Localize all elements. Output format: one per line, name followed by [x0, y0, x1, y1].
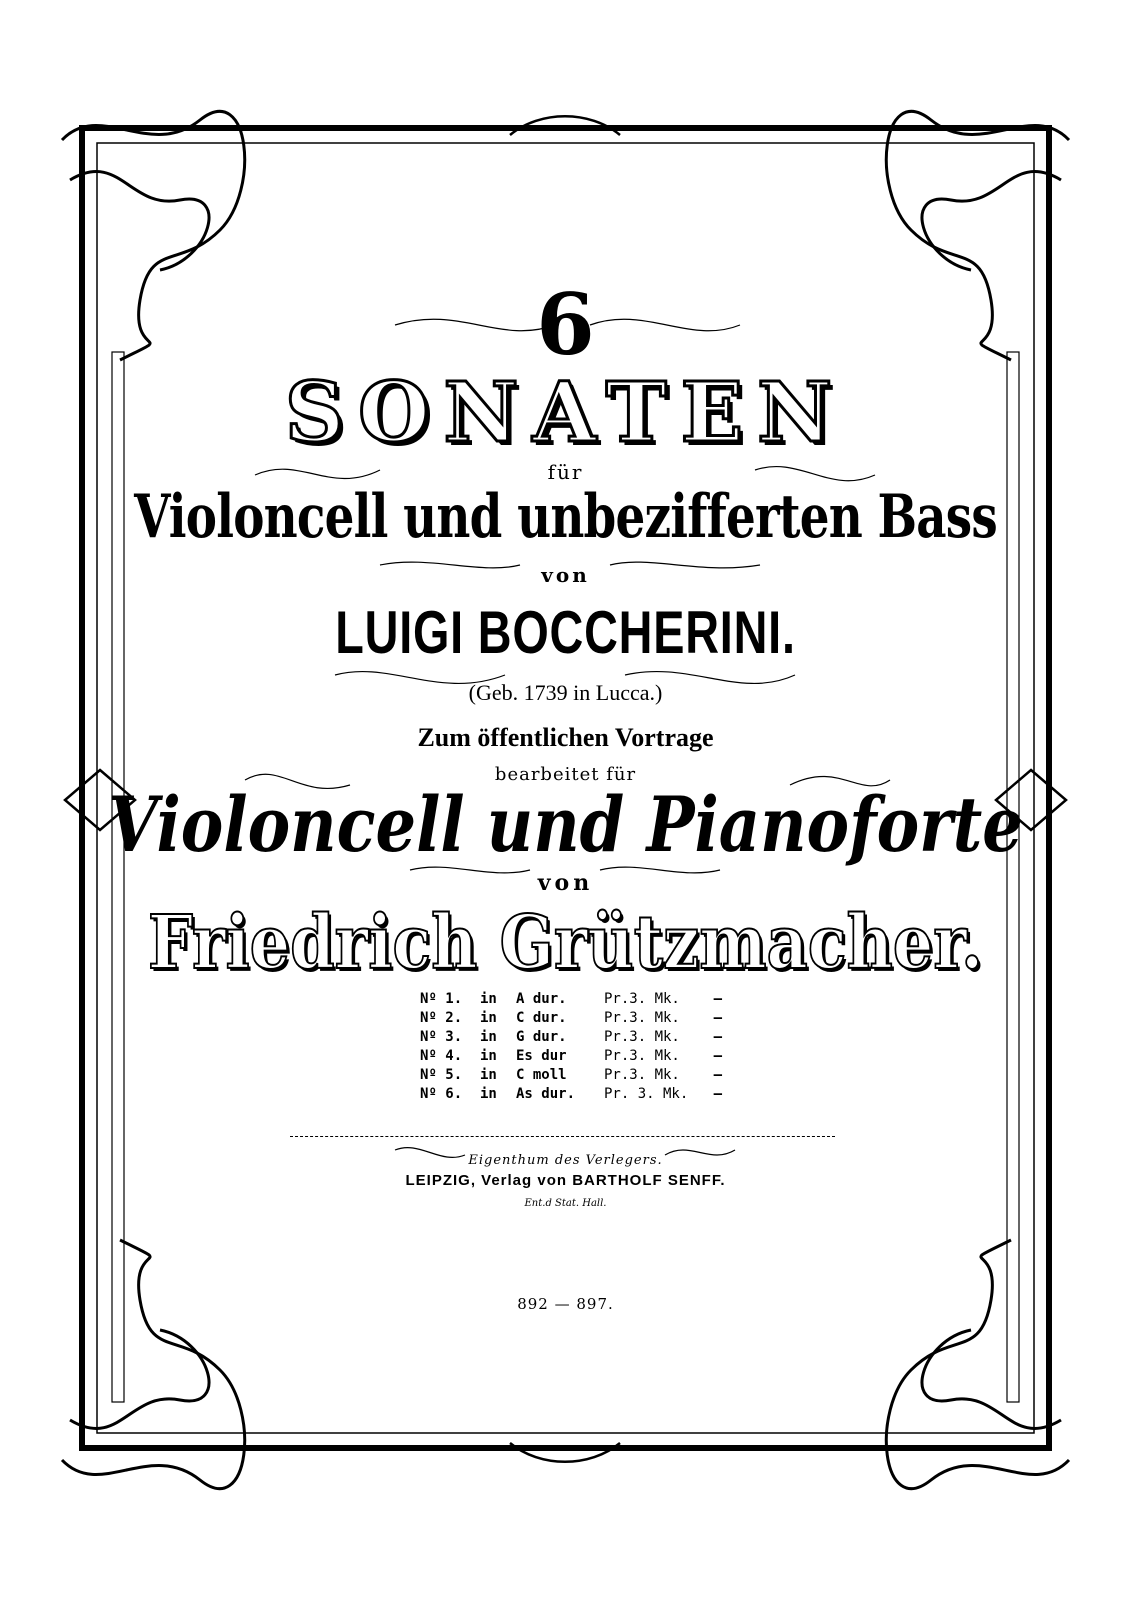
- main-title: SONATEN: [284, 365, 847, 461]
- sonata-key: C moll: [516, 1067, 567, 1083]
- in-label: in: [480, 1029, 497, 1045]
- publisher-property-note: Eigenthum des Verlegers.: [468, 1153, 663, 1168]
- divider: [290, 1136, 835, 1137]
- in-label: in: [480, 1086, 497, 1102]
- composer-name: LUIGI BOCCHERINI.: [335, 599, 796, 666]
- sonata-number: Nº 4.: [420, 1048, 463, 1064]
- list-item: [420, 990, 740, 1009]
- in-label: in: [480, 991, 497, 1007]
- sonata-number: Nº 3.: [420, 1029, 463, 1045]
- list-item: [420, 1085, 740, 1104]
- sonata-number: Nº 1.: [420, 991, 463, 1007]
- dash: —: [713, 991, 722, 1007]
- sonata-price: Pr.3. Mk.: [604, 1029, 680, 1045]
- sonata-price: Pr.3. Mk.: [604, 991, 680, 1007]
- dash: —: [713, 1029, 722, 1045]
- arranger-by-label: von: [537, 870, 594, 896]
- dash: —: [713, 1048, 722, 1064]
- dash: —: [713, 1067, 722, 1083]
- sonata-key: C dur.: [516, 1010, 567, 1026]
- sonata-number: Nº 6.: [420, 1086, 463, 1102]
- in-label: in: [480, 1048, 497, 1064]
- registration-note: Ent.d Stat. Hall.: [524, 1198, 607, 1209]
- sonata-list: [420, 990, 740, 1104]
- list-item: [420, 1047, 740, 1066]
- in-label: in: [480, 1010, 497, 1026]
- sonata-key: As dur.: [516, 1086, 576, 1102]
- purpose-line: Zum öffentlichen Vortrage: [417, 723, 714, 752]
- sonata-number: Nº 5.: [420, 1067, 463, 1083]
- for-label: für: [547, 460, 584, 484]
- arranged-for-label: bearbeitet für: [494, 764, 637, 785]
- composer-birth: (Geb. 1739 in Lucca.): [468, 680, 663, 705]
- arrangement-instrumentation: Violoncell und Pianoforte: [108, 780, 1023, 869]
- list-item: [420, 1028, 740, 1047]
- publisher-imprint: LEIPZIG, Verlag von BARTHOLF SENFF.: [405, 1172, 726, 1189]
- by-label: von: [541, 563, 590, 587]
- plate-numbers: 892 — 897.: [517, 1295, 614, 1313]
- sonata-price: Pr.3. Mk.: [604, 1010, 680, 1026]
- in-label: in: [480, 1067, 497, 1083]
- sonata-key: Es dur: [516, 1048, 567, 1064]
- dash: —: [713, 1086, 722, 1102]
- sonata-key: G dur.: [516, 1029, 567, 1045]
- original-instrumentation: Violoncell und unbezifferten Bass: [134, 482, 997, 552]
- sonata-count: 6: [536, 275, 595, 374]
- sonata-price: Pr. 3. Mk.: [604, 1086, 689, 1102]
- list-item: [420, 1066, 740, 1085]
- dash: —: [713, 1010, 722, 1026]
- sonata-number: Nº 2.: [420, 1010, 463, 1026]
- sonata-key: A dur.: [516, 991, 567, 1007]
- list-item: [420, 1009, 740, 1028]
- sonata-price: Pr.3. Mk.: [604, 1067, 680, 1083]
- arranger-name: Friedrich Grützmacher.: [147, 900, 984, 986]
- sonata-price: Pr.3. Mk.: [604, 1048, 680, 1064]
